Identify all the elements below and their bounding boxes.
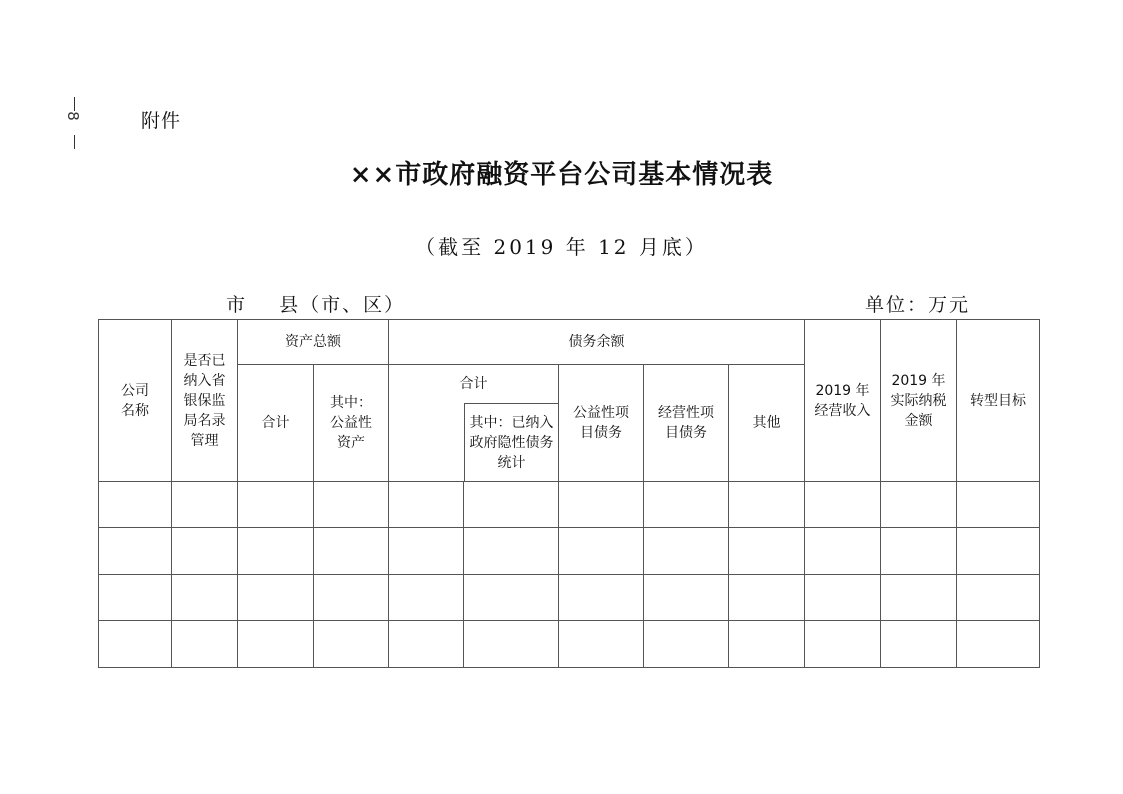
- table-cell[interactable]: [644, 621, 729, 668]
- table-cell[interactable]: [172, 482, 238, 528]
- table-cell[interactable]: [238, 528, 314, 575]
- table-cell[interactable]: [238, 575, 314, 621]
- table-cell[interactable]: [99, 528, 172, 575]
- header-total-assets-sum: 合计: [238, 365, 314, 482]
- table-cell[interactable]: [314, 482, 389, 528]
- page-number: 8: [63, 111, 82, 121]
- header-revenue-2019-label: 2019 年经营收入: [814, 382, 871, 419]
- header-debt-hidden: [464, 403, 558, 481]
- table-cell[interactable]: [957, 528, 1040, 575]
- table-cell[interactable]: [559, 482, 644, 528]
- table-cell[interactable]: [172, 621, 238, 668]
- table-cell[interactable]: [729, 621, 805, 668]
- header-in-cbirc-list: [172, 320, 238, 482]
- table-cell[interactable]: [559, 575, 644, 621]
- table-cell[interactable]: [881, 482, 957, 528]
- header-company-name-label: 公司名称: [121, 382, 149, 419]
- table-cell[interactable]: [99, 575, 172, 621]
- header-total-assets: 资产总额: [238, 320, 389, 365]
- table-row: [99, 528, 1040, 575]
- table-cell[interactable]: [881, 621, 957, 668]
- table-cell[interactable]: [805, 528, 881, 575]
- header-debt-operating-label: 经营性项目债务: [658, 405, 714, 441]
- table-cell[interactable]: [389, 575, 464, 621]
- table-cell[interactable]: [314, 621, 389, 668]
- document-title: ××市政府融资平台公司基本情况表: [349, 160, 774, 190]
- attachment-label: 附件: [141, 110, 182, 132]
- table-cell[interactable]: [644, 528, 729, 575]
- header-total-assets-public-label: 其中：公益性资产: [330, 395, 372, 451]
- table-cell[interactable]: [881, 575, 957, 621]
- page-number-marker: [60, 95, 90, 155]
- table-cell[interactable]: [729, 482, 805, 528]
- document-subtitle: （截至 2019 年 12 月底）: [415, 235, 708, 259]
- table-cell[interactable]: [805, 482, 881, 528]
- region-line: 市 县（市、区）: [226, 294, 406, 316]
- header-debt-sum: 合计: [459, 376, 488, 392]
- header-debt-sum-group: [389, 365, 559, 482]
- header-company-name: [99, 320, 172, 482]
- table-cell[interactable]: [238, 621, 314, 668]
- table-row: [99, 621, 1040, 668]
- table-cell[interactable]: [464, 482, 559, 528]
- table-cell[interactable]: [729, 575, 805, 621]
- header-total-assets-public: [314, 365, 389, 482]
- table-cell[interactable]: [957, 621, 1040, 668]
- header-in-cbirc-list-label: 是否已纳入省银保监局名录管理: [183, 352, 226, 449]
- unit-line: 单位：万元: [865, 294, 971, 316]
- header-debt-public: [559, 365, 644, 482]
- header-debt-other: 其他: [729, 365, 805, 482]
- table-cell[interactable]: [464, 528, 559, 575]
- table-cell[interactable]: [644, 482, 729, 528]
- table-cell[interactable]: [172, 528, 238, 575]
- header-tax-2019-label: 2019 年实际纳税金额: [890, 372, 947, 429]
- table-cell[interactable]: [559, 528, 644, 575]
- table-cell[interactable]: [805, 575, 881, 621]
- page-number-dash-top: [74, 97, 75, 111]
- table-row: [99, 482, 1040, 528]
- table-cell[interactable]: [389, 528, 464, 575]
- table-cell[interactable]: [99, 621, 172, 668]
- header-debt-balance: 债务余额: [389, 320, 805, 365]
- platform-company-table: [98, 319, 1040, 668]
- table-cell[interactable]: [805, 621, 881, 668]
- table-cell[interactable]: [729, 528, 805, 575]
- table-cell[interactable]: [314, 528, 389, 575]
- table-cell[interactable]: [881, 528, 957, 575]
- table-cell[interactable]: [389, 482, 464, 528]
- header-transform-goal: 转型目标: [957, 320, 1040, 482]
- table-cell[interactable]: [172, 575, 238, 621]
- header-revenue-2019: [805, 320, 881, 482]
- table-cell[interactable]: [99, 482, 172, 528]
- table-cell[interactable]: [464, 575, 559, 621]
- table-row: [99, 575, 1040, 621]
- table-cell[interactable]: [559, 621, 644, 668]
- table-cell[interactable]: [464, 621, 559, 668]
- header-debt-public-label: 公益性项目债务: [573, 405, 629, 441]
- table-cell[interactable]: [644, 575, 729, 621]
- header-debt-hidden-label: 其中：已纳入政府隐性债务统计: [469, 414, 554, 471]
- table-cell[interactable]: [957, 575, 1040, 621]
- header-tax-2019: [881, 320, 957, 482]
- table-cell[interactable]: [314, 575, 389, 621]
- table-cell[interactable]: [238, 482, 314, 528]
- table-cell[interactable]: [389, 621, 464, 668]
- table-cell[interactable]: [957, 482, 1040, 528]
- header-debt-operating: [644, 365, 729, 482]
- page-number-dash-bottom: [74, 135, 75, 149]
